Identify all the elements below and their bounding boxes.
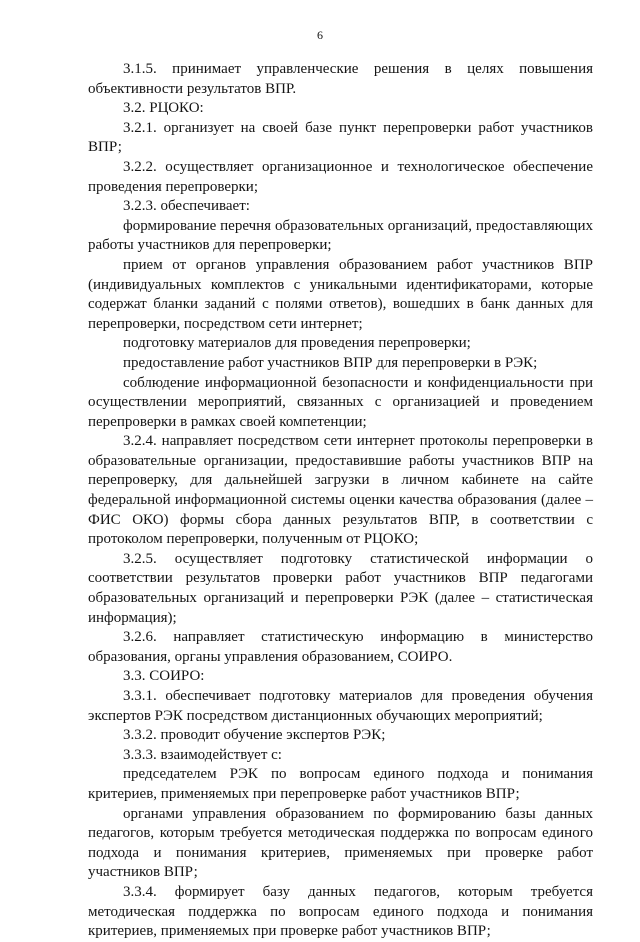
paragraph-3-3-4: 3.3.4. формирует базу данных педагогов, которым требуется методическая поддержка по вопросам единого подхода и понимания критериев, применяемых при проверке работ участников ВПР; — [88, 883, 593, 940]
paragraph-3-1-5: 3.1.5. принимает управленческие решения в целях повышения объективности результатов ВПР. — [88, 61, 593, 97]
paragraph-3-3-1: 3.3.1. обеспечивает подготовку материалов для проведения обучения экспертов РЭК посредством дистанционных обучающих мероприятий; — [88, 688, 593, 724]
paragraph-3-2-1: 3.2.1. организует на своей базе пункт перепроверки работ участников ВПР; — [88, 119, 593, 156]
list-item-predostavlenie: предоставление работ участников ВПР для перепроверки в РЭК; — [123, 354, 538, 371]
list-item-podgotovka: подготовку материалов для проведения перепроверки; — [123, 335, 471, 352]
list-item-soblyudenie: соблюдение информационной безопасности и конфиденциальности при осуществлении мероприятий, связанных с организацией и проведением перепроверки в рамках своей компетенции; — [88, 374, 593, 430]
page-number: 6 — [317, 28, 323, 42]
paragraph-3-2-5: 3.2.5. осуществляет подготовку статистической информации о соответствии результатов проверки работ участников ВПР педагогами образовательных организаций и перепроверки РЭК (далее – статистическая информация); — [88, 550, 593, 626]
paragraph-3-2-3: 3.2.3. обеспечивает: — [123, 198, 250, 215]
heading-3-3-soiro: 3.3. СОИРО: — [123, 668, 205, 685]
paragraph-3-2-6: 3.2.6. направляет статистическую информацию в министерство образования, органы управления образованием, СОИРО. — [88, 629, 593, 665]
heading-3-2-rcoko: 3.2. РЦОКО: — [123, 100, 204, 117]
list-item-organami: органами управления образованием по формированию базы данных педагогов, которым требуется методическая поддержка по вопросам единого подхода и понимания критериев, применяемых при проверке работ участников ВПР; — [88, 805, 593, 881]
list-item-formirovanie: формирование перечня образовательных организаций, предоставляющих работы участников для перепроверки; — [88, 217, 593, 254]
paragraph-3-2-2: 3.2.2. осуществляет организационное и технологическое обеспечение проведения перепроверки; — [88, 158, 593, 195]
paragraph-3-3-3: 3.3.3. взаимодействует с: — [123, 746, 282, 763]
list-item-priem: прием от органов управления образованием работ участников ВПР (индивидуальных комплектов с уникальными идентификаторами, которые содержат бланки заданий с полями ответов), вошедших в банк данных для перепроверки, посредством сети интернет; — [88, 256, 593, 332]
list-item-predsedatelem: председателем РЭК по вопросам единого подхода и понимания критериев, применяемых при перепроверке работ участников ВПР; — [88, 766, 593, 802]
paragraph-3-2-4: 3.2.4. направляет посредством сети интернет протоколы перепроверки в образовательные организации, предоставившие работы участников ВПР на перепроверку, для дальнейшей загрузки в личном кабинете на сайте федеральной информационной системы оценки качества образования (далее – ФИС ОКО) формы сбора данных результатов ВПР, в соответствии с протоколом перепроверки, полученным от РЦОКО; — [88, 433, 593, 548]
paragraph-3-3-2: 3.3.2. проводит обучение экспертов РЭК; — [123, 727, 386, 744]
document-body — [88, 60, 593, 942]
